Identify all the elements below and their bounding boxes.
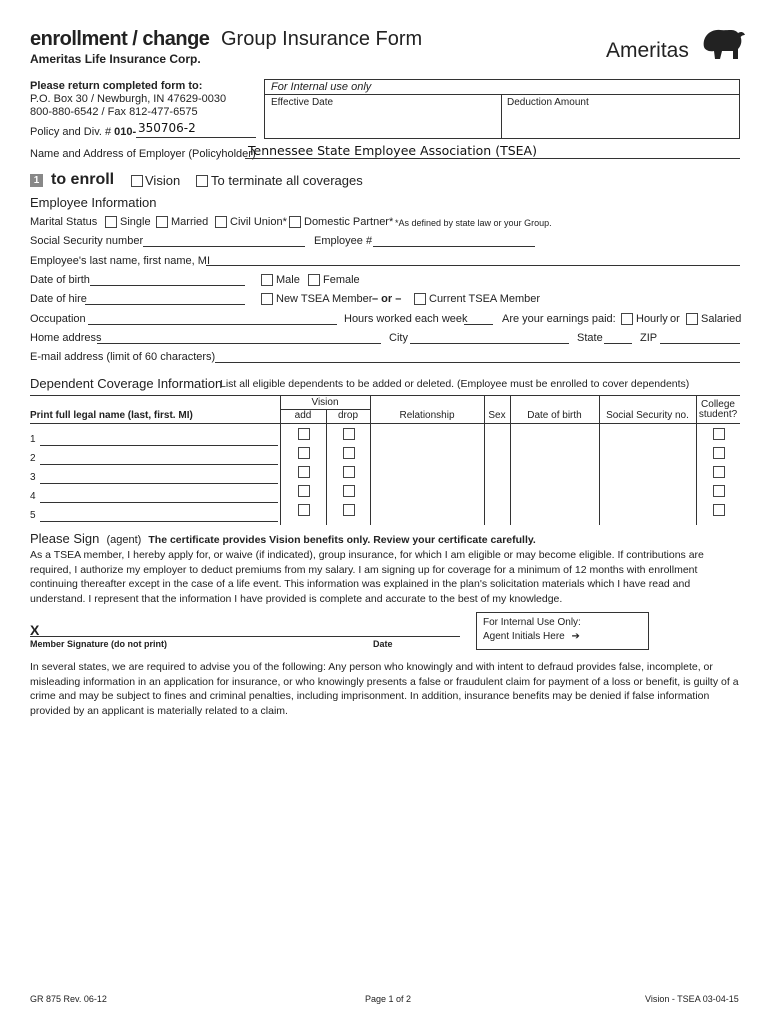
dependent-table bbox=[30, 395, 740, 525]
add-checkbox[interactable] bbox=[298, 504, 310, 516]
vision-label: Vision bbox=[145, 173, 181, 188]
date-label: Date bbox=[373, 639, 393, 649]
single-label: Single bbox=[120, 216, 151, 228]
state-field[interactable] bbox=[604, 343, 632, 344]
college-checkbox[interactable] bbox=[713, 428, 725, 440]
bison-icon bbox=[698, 25, 746, 61]
sign-heading bbox=[30, 531, 536, 546]
dependent-heading: Dependent Coverage Information bbox=[30, 376, 223, 391]
hourly-label: Hourly bbox=[636, 313, 668, 325]
occupation-field[interactable] bbox=[88, 324, 337, 325]
employee-number-label: Employee # bbox=[314, 235, 373, 247]
hire-date-label: Date of hire bbox=[30, 293, 87, 305]
add-checkbox[interactable] bbox=[298, 428, 310, 440]
hourly-checkbox[interactable] bbox=[621, 313, 633, 325]
female-label: Female bbox=[323, 274, 360, 286]
civil-union-checkbox[interactable] bbox=[215, 216, 227, 228]
add-checkbox[interactable] bbox=[298, 447, 310, 459]
ameritas-logo bbox=[606, 25, 746, 65]
sign-heading-text: Please Sign bbox=[30, 531, 100, 546]
sign-bold-note: The certificate provides Vision benefits only. Review your certificate carefully. bbox=[148, 534, 536, 546]
col-dob-header: Date of birth bbox=[527, 410, 582, 421]
arrow-right-icon: ➔ bbox=[571, 631, 580, 642]
form-code: Vision - TSEA 03-04-15 bbox=[645, 994, 739, 1004]
sign-agent: (agent) bbox=[106, 534, 142, 546]
male-label: Male bbox=[276, 274, 300, 286]
agent-initials-box[interactable] bbox=[476, 612, 649, 650]
agent-initials-text: Agent Initials Here bbox=[483, 631, 565, 642]
defined-note: *As defined by state law or your Group. bbox=[395, 218, 552, 228]
dob-field[interactable] bbox=[90, 285, 245, 286]
hours-field[interactable] bbox=[464, 324, 493, 325]
section-badge bbox=[30, 174, 43, 187]
drop-checkbox[interactable] bbox=[343, 428, 355, 440]
col-college-header bbox=[696, 400, 740, 420]
drop-checkbox[interactable] bbox=[343, 485, 355, 497]
state-label: State bbox=[577, 332, 603, 344]
table-row bbox=[30, 427, 740, 446]
add-checkbox[interactable] bbox=[298, 466, 310, 478]
employee-name-label: Employee's last name, first name, MI bbox=[30, 255, 210, 267]
domestic-partner-checkbox[interactable] bbox=[289, 216, 301, 228]
employer-value: Tennessee State Employee Association (TSEA) bbox=[248, 143, 537, 158]
col-sex-header: Sex bbox=[488, 410, 506, 421]
current-member-label: Current TSEA Member bbox=[429, 293, 541, 305]
college-checkbox[interactable] bbox=[713, 447, 725, 459]
male-checkbox[interactable] bbox=[261, 274, 273, 286]
form-title-rest: Group Insurance Form bbox=[221, 28, 423, 50]
city-label: City bbox=[389, 332, 408, 344]
section-badge-number: 1 bbox=[33, 175, 40, 186]
sign-paragraph: As a TSEA member, I hereby apply for, or waive (if indicated), group insurance, for which I am eligible or may become eligible. If contributions are required, I authorize my employer to deduct premiums from my salary. I am signing up for coverage for a minimum of 12 months with enrollment continuing thereafter except in the case of a life event. This information was explained in the plan's solicitation materials which I have read and understand. I represent that the information I have provided is complete and accurate to the best of my knowledge. bbox=[30, 549, 704, 605]
col-name-header: Print full legal name (last, first. MI) bbox=[30, 410, 193, 421]
row-number: 2 bbox=[30, 453, 36, 464]
terminate-checkbox[interactable] bbox=[196, 175, 208, 187]
internal-use-label: For Internal Use Only: bbox=[483, 617, 581, 628]
company-name: Ameritas Life Insurance Corp. bbox=[30, 52, 201, 66]
return-heading: Please return completed form to: bbox=[30, 80, 203, 92]
hours-label: Hours worked each week bbox=[344, 313, 468, 325]
employer-label: Name and Address of Employer (Policyholder) bbox=[30, 148, 256, 160]
logo-wordmark: Ameritas bbox=[606, 39, 689, 62]
dependent-name-field[interactable] bbox=[40, 521, 278, 522]
home-address-field[interactable] bbox=[97, 343, 381, 344]
college-checkbox[interactable] bbox=[713, 485, 725, 497]
or-label: or bbox=[670, 313, 680, 325]
policy-number-line[interactable] bbox=[136, 137, 256, 138]
dob-label: Date of birth bbox=[30, 274, 90, 286]
new-member-label: New TSEA Member bbox=[276, 293, 373, 305]
col-ssn-header: Social Security no. bbox=[606, 410, 689, 421]
agent-initials-label bbox=[483, 631, 580, 642]
col-vision-header: Vision bbox=[311, 397, 339, 408]
policy-label bbox=[30, 126, 136, 138]
new-member-checkbox[interactable] bbox=[261, 293, 273, 305]
email-label: E-mail address (limit of 60 characters) bbox=[30, 351, 216, 363]
female-checkbox[interactable] bbox=[308, 274, 320, 286]
married-label: Married bbox=[171, 216, 209, 228]
employee-name-field[interactable] bbox=[206, 265, 740, 266]
employee-info-heading: Employee Information bbox=[30, 195, 157, 210]
employee-number-field[interactable] bbox=[373, 246, 535, 247]
zip-label: ZIP bbox=[640, 332, 658, 344]
drop-checkbox[interactable] bbox=[343, 447, 355, 459]
internal-use-heading: For Internal use only bbox=[271, 81, 372, 93]
ssn-field[interactable] bbox=[143, 246, 305, 247]
ssn-label: Social Security number bbox=[30, 235, 144, 247]
add-checkbox[interactable] bbox=[298, 485, 310, 497]
signature-x: X bbox=[30, 622, 40, 638]
signature-label: Member Signature (do not print) bbox=[30, 639, 167, 649]
hire-date-field[interactable] bbox=[85, 304, 245, 305]
return-address: P.O. Box 30 / Newburgh, IN 47629-0030 bbox=[30, 93, 227, 105]
vision-checkbox[interactable] bbox=[131, 175, 143, 187]
city-field[interactable] bbox=[410, 343, 569, 344]
dependent-note: List all eligible dependents to be added or deleted. (Employee must be enrolled to cover dependents) bbox=[220, 378, 690, 390]
drop-checkbox[interactable] bbox=[343, 466, 355, 478]
table-row bbox=[30, 484, 740, 503]
marital-status-label: Marital Status bbox=[30, 216, 98, 228]
email-field[interactable] bbox=[215, 362, 740, 363]
current-member-checkbox[interactable] bbox=[414, 293, 426, 305]
drop-checkbox[interactable] bbox=[343, 504, 355, 516]
col-drop-header: drop bbox=[337, 410, 358, 421]
enroll-title: to enroll bbox=[51, 171, 115, 188]
col-college-line2: student? bbox=[698, 409, 738, 420]
table-row bbox=[30, 465, 740, 484]
college-checkbox[interactable] bbox=[713, 504, 725, 516]
table-row bbox=[30, 446, 740, 465]
col-relationship-header: Relationship bbox=[399, 410, 455, 421]
policy-prefix: 010- bbox=[114, 126, 137, 138]
zip-field[interactable] bbox=[660, 343, 740, 344]
earnings-label: Are your earnings paid: bbox=[502, 313, 616, 325]
row-number: 3 bbox=[30, 472, 36, 483]
form-title bbox=[30, 28, 422, 51]
page-number: Page 1 of 2 bbox=[365, 994, 412, 1004]
policy-label-text: Policy and Div. # bbox=[30, 126, 112, 138]
civil-union-label: Civil Union* bbox=[230, 216, 287, 228]
col-college-line1: College bbox=[701, 399, 735, 410]
row-number: 4 bbox=[30, 491, 36, 502]
internal-use-box bbox=[264, 79, 740, 139]
row-number: 1 bbox=[30, 434, 36, 445]
salaried-label: Salaried bbox=[701, 313, 742, 325]
employer-line[interactable] bbox=[245, 158, 740, 159]
salaried-checkbox[interactable] bbox=[686, 313, 698, 325]
return-phone: 800-880-6542 / Fax 812-477-6575 bbox=[30, 106, 198, 118]
college-checkbox[interactable] bbox=[713, 466, 725, 478]
single-checkbox[interactable] bbox=[105, 216, 117, 228]
occupation-label: Occupation bbox=[30, 313, 86, 325]
fraud-notice: In several states, we are required to advise you of the following: Any person who knowingly and with intent to defraud provides false, incomplete, or misleading information in an application for insurance, or who knowingly presents a false or fraudulent claim for payment of a loss or benefit, is guilty of a crime and may be subject to fines and criminal penalties, including imprisonment. In addition, insurance benefits may be denied if false information provided by an applicant is materially related to a claim. bbox=[30, 661, 739, 717]
col-add-header: add bbox=[294, 410, 312, 421]
or-separator: – or – bbox=[372, 293, 402, 305]
deduction-amount-field[interactable]: Deduction Amount bbox=[507, 97, 589, 108]
row-number: 5 bbox=[30, 510, 36, 521]
terminate-label: To terminate all coverages bbox=[211, 173, 363, 188]
table-row bbox=[30, 503, 740, 522]
domestic-partner-label: Domestic Partner* bbox=[304, 216, 394, 228]
married-checkbox[interactable] bbox=[156, 216, 168, 228]
form-number: GR 875 Rev. 06-12 bbox=[30, 994, 107, 1004]
signature-line[interactable] bbox=[30, 636, 460, 637]
policy-number-value: 350706-2 bbox=[138, 121, 196, 135]
home-address-label: Home address bbox=[30, 332, 102, 344]
form-title-bold: enrollment / change bbox=[30, 28, 210, 50]
effective-date-field[interactable]: Effective Date bbox=[271, 97, 334, 108]
